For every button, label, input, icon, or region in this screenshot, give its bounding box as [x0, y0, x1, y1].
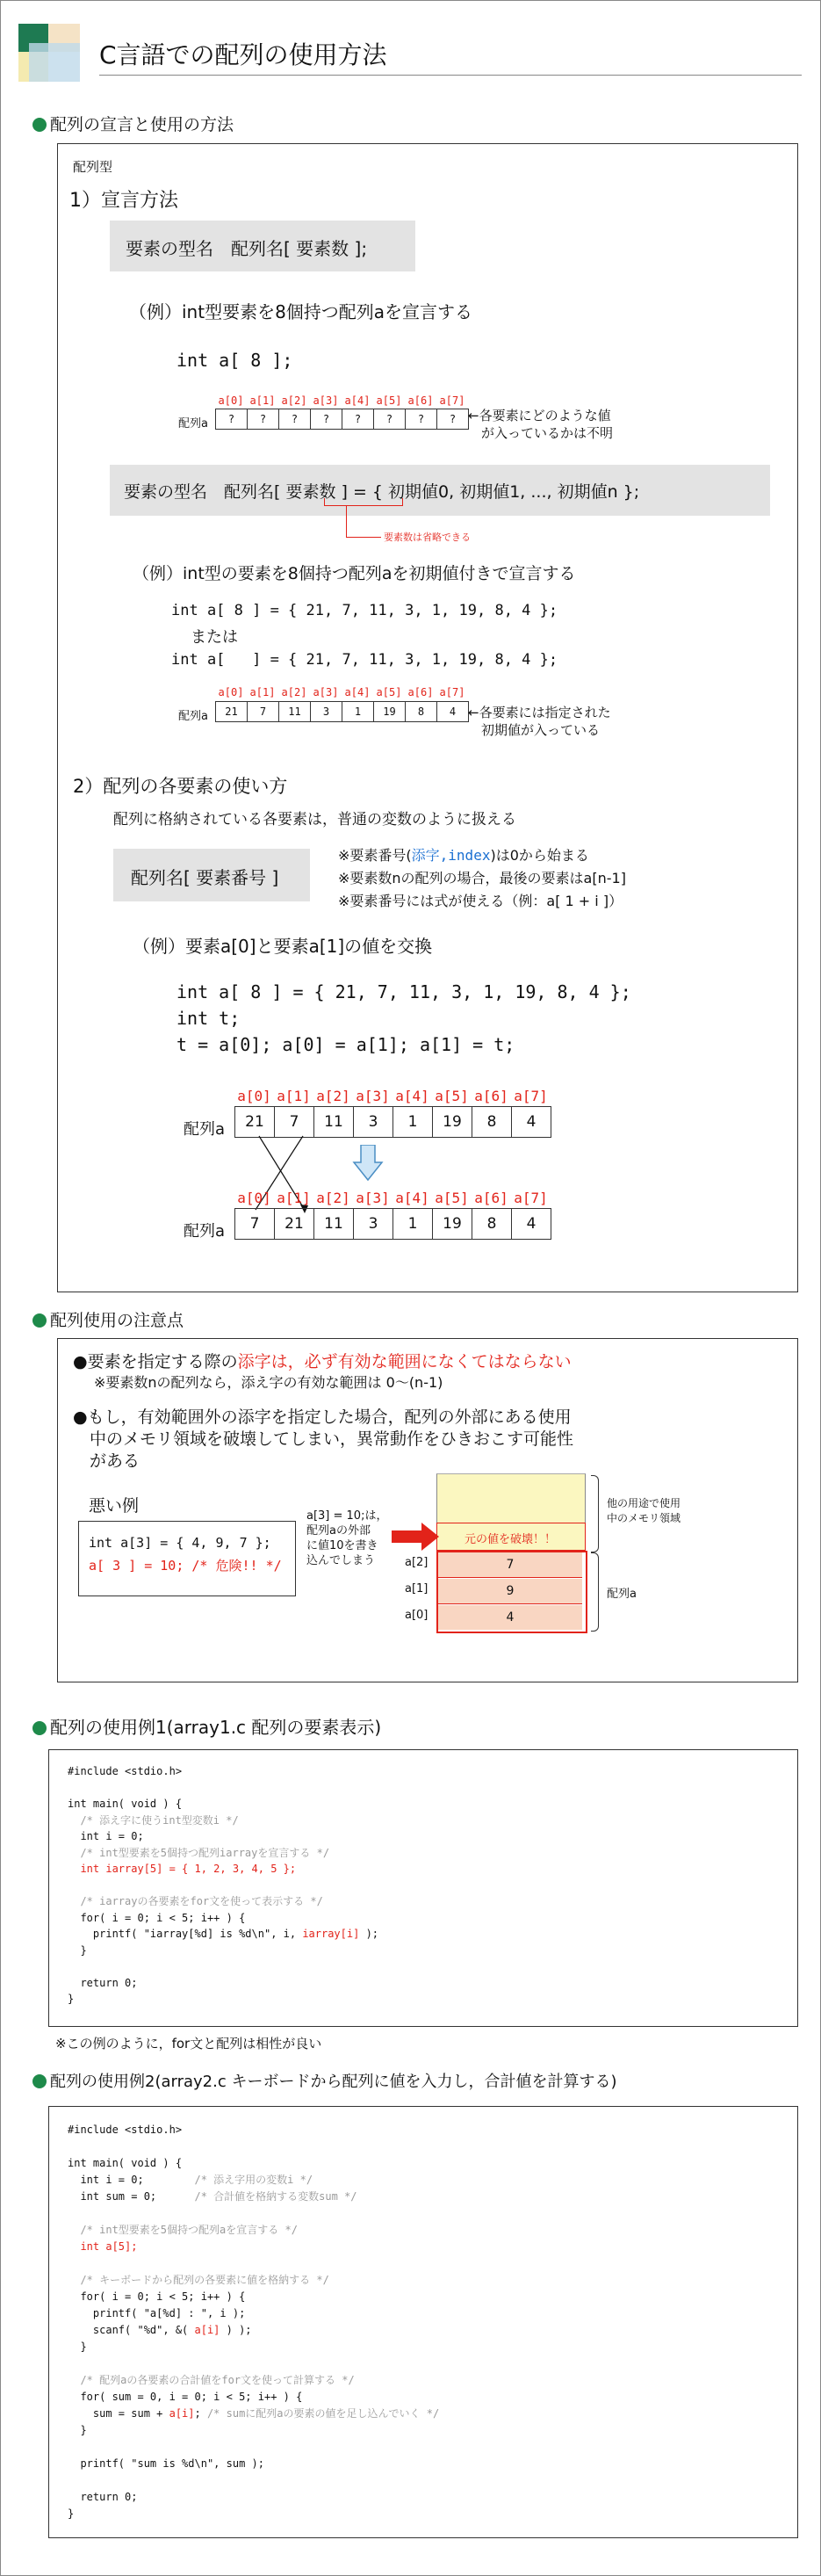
note-expression: ※要素番号には式が使える（例：a[ 1 + i ]）	[338, 893, 623, 909]
index-label: a[4]	[395, 1088, 429, 1104]
code-listing-1: #include <stdio.h> int main( void ) { /* 添え字に使うint型変数i */ int i = 0; /* int型要素を5個持つ配列iarrayを宣言する */ int iarray[5] = { 1, 2, 3, 4, 5 }; /* iarrayの各要素をfor文を使って表示する */ for( i = 0; i < 5; i++ ) { printf( "iarray[%d] is %d\n", i, iarray[i] ); } return 0; }	[68, 1765, 379, 2005]
array-initialized	[215, 701, 469, 722]
index-label: a[5]	[435, 1088, 469, 1104]
index-label: a[2]	[281, 686, 307, 698]
bullet-dot-icon	[32, 118, 47, 132]
array-label-2: 配列a	[178, 710, 208, 723]
caution-1: ●要素を指定する際の添字は，必ず有効な範囲になくてはならない	[73, 1352, 572, 1371]
memory-cell: 9	[438, 1579, 582, 1604]
index-label: a[1]	[249, 394, 276, 407]
index-label: a[0]	[237, 1190, 271, 1206]
array-unknown	[215, 409, 469, 430]
destroyed-text: 元の値を破壊！！	[465, 1533, 557, 1546]
memory-cell: 7	[438, 1552, 582, 1578]
example-3: （例）要素a[0]と要素a[1]の値を交換	[133, 936, 433, 957]
red-arrow-icon	[392, 1523, 441, 1551]
heading-usage: 2）配列の各要素の使い方	[73, 776, 288, 797]
bullet-dot-icon	[32, 2074, 47, 2088]
array-cell: 1	[393, 1209, 433, 1240]
array-label-4: 配列a	[184, 1222, 226, 1241]
index-label: a[1]	[277, 1190, 311, 1206]
index-label: a[1]	[277, 1088, 311, 1104]
array-cell: ?	[342, 409, 374, 430]
index-label: a[5]	[376, 686, 402, 698]
array-cell: 21	[275, 1209, 314, 1240]
array-cell: 19	[374, 702, 406, 722]
index-label: a[3]	[356, 1088, 390, 1104]
index-label: a[7]	[514, 1088, 548, 1104]
code-2a: int a[ 8 ] = { 21, 7, 11, 3, 1, 19, 8, 4 };	[171, 602, 558, 619]
array-cell: ?	[406, 409, 437, 430]
page-title: C言語での配列の使用方法	[99, 40, 387, 69]
array-cell: 11	[314, 1209, 354, 1240]
index-row-1	[215, 394, 468, 407]
index-label: a[3]	[356, 1190, 390, 1206]
example-2: （例）int型の要素を8個持つ配列aを初期値付きで宣言する	[133, 564, 576, 583]
example-1: （例）int型要素を8個持つ配列aを宣言する	[129, 301, 473, 322]
index-row-3	[234, 1088, 551, 1104]
array-cell: 7	[275, 1107, 314, 1138]
array-cell: 1	[342, 702, 374, 722]
section3-heading: 配列の使用例1(array1.c 配列の要素表示)	[32, 1713, 381, 1739]
array-cell: 21	[235, 1107, 275, 1138]
index-label: a[5]	[435, 1190, 469, 1206]
index-label: a[0]	[237, 1088, 271, 1104]
index-label: a[6]	[474, 1190, 508, 1206]
index-label: a[0]	[218, 394, 244, 407]
omit-bracket	[324, 498, 403, 506]
array-cell: 4	[437, 702, 469, 722]
note-unknown: ←各要素にどのような値 が入っているかは不明	[468, 408, 614, 441]
memory-cell-label: a[1]	[405, 1582, 429, 1596]
array-cell: ?	[311, 409, 342, 430]
bullet-dot-icon	[32, 1313, 47, 1328]
index-label: a[6]	[474, 1088, 508, 1104]
array-cell: 19	[433, 1107, 472, 1138]
index-label: a[7]	[439, 394, 465, 407]
heading-declaration: 1）宣言方法	[69, 190, 178, 212]
index-label: a[4]	[344, 686, 371, 698]
code-1: int a[ 8 ];	[176, 350, 293, 371]
or-text: または	[191, 628, 238, 647]
array-cell: 3	[311, 702, 342, 722]
array-cell: 19	[433, 1209, 472, 1240]
index-label: a[4]	[344, 394, 371, 407]
memory-cell: 4	[438, 1605, 582, 1630]
array-cell: 3	[354, 1209, 393, 1240]
bad-code-2: a[ 3 ] = 10; /* 危険!! */	[89, 1558, 282, 1574]
syntax-1: 要素の型名 配列名[ 要素数 ];	[126, 238, 368, 259]
section1-heading: 配列の宣言と使用の方法	[32, 112, 234, 135]
code-3b: int t;	[176, 1008, 241, 1029]
index-label: a[1]	[249, 686, 276, 698]
index-label: a[6]	[407, 686, 434, 698]
array-cell: 1	[393, 1107, 433, 1138]
array-cell: ?	[248, 409, 279, 430]
note-last-element: ※要素数nの配列の場合，最後の要素はa[n-1]	[338, 870, 626, 886]
syntax-2: 要素の型名 配列名[ 要素数 ] = { 初期値0, 初期値1, ..., 初期値n };	[124, 482, 640, 502]
index-label: a[7]	[439, 686, 465, 698]
index-row-4	[234, 1190, 551, 1206]
array-cell: 7	[235, 1209, 275, 1240]
array-label-3: 配列a	[184, 1120, 226, 1139]
logo-icon	[18, 24, 80, 82]
bullet-dot-icon	[32, 1721, 47, 1735]
note-initialized: ←各要素には指定された 初期値が入っている	[468, 705, 611, 738]
array-cell: ?	[216, 409, 248, 430]
array-cell: 8	[472, 1209, 512, 1240]
index-label: a[2]	[281, 394, 307, 407]
memory-cell-label: a[2]	[405, 1556, 429, 1569]
title-underline	[99, 75, 802, 76]
array-label-1: 配列a	[178, 417, 208, 431]
index-label: a[2]	[316, 1088, 350, 1104]
array-after-swap	[234, 1208, 551, 1240]
down-arrow-icon	[352, 1145, 384, 1182]
array-cell: 11	[314, 1107, 354, 1138]
array-cell: 3	[354, 1107, 393, 1138]
note-index-start: ※要素番号(添字,index)は0から始まる	[338, 847, 589, 864]
index-row-2	[215, 686, 468, 698]
section2-heading: 配列使用の注意点	[32, 1307, 184, 1331]
index-label: a[5]	[376, 394, 402, 407]
other-use-label: 他の用途で使用 中のメモリ領域	[607, 1497, 681, 1524]
brace-other	[591, 1475, 599, 1552]
array-cell: 8	[472, 1107, 512, 1138]
caution-2: ●もし，有効範囲外の添字を指定した場合，配列の外部にある使用 中のメモリ領域を破壊してしまい，異常動作をひきおこす可能性 がある	[73, 1407, 574, 1471]
brace-array	[591, 1552, 599, 1632]
section4-heading: 配列の使用例2(array2.c キーボードから配列に値を入力し，合計値を計算する)	[32, 2069, 616, 2092]
array-cell: 4	[512, 1209, 551, 1240]
code-2b: int a[ ] = { 21, 7, 11, 3, 1, 19, 8, 4 };	[171, 651, 558, 669]
array-cell: 4	[512, 1107, 551, 1138]
memory-array-block	[436, 1551, 587, 1633]
overflow-explain: a[3] = 10;は， 配列aの外部 に値10を書き 込んでしまう	[306, 1509, 388, 1567]
index-label: a[0]	[218, 686, 244, 698]
bad-example-label: 悪い例	[89, 1496, 140, 1516]
usage-desc: 配列に格納されている各要素は，普通の変数のように扱える	[113, 811, 516, 829]
array-a-mem-label: 配列a	[607, 1588, 637, 1601]
array-before-swap	[234, 1106, 551, 1138]
omit-line	[346, 505, 347, 537]
array-cell: 11	[279, 702, 311, 722]
array-cell: 21	[216, 702, 248, 722]
index-label: a[6]	[407, 394, 434, 407]
code-3c: t = a[0]; a[0] = a[1]; a[1] = t;	[176, 1034, 515, 1055]
index-label: a[7]	[514, 1190, 548, 1206]
array-cell: ?	[374, 409, 406, 430]
array-cell: 8	[406, 702, 437, 722]
caution-1-sub: ※要素数nの配列なら，添え字の有効な範囲は 0〜(n-1)	[94, 1374, 443, 1391]
array-cell: ?	[279, 409, 311, 430]
memory-cell-label: a[0]	[405, 1609, 429, 1622]
section1-label: 配列型	[73, 159, 113, 175]
omit-note: 要素数は省略できる	[384, 532, 471, 543]
syntax-3: 配列名[ 要素番号 ]	[131, 867, 279, 888]
array-cell: ?	[437, 409, 469, 430]
index-label: a[4]	[395, 1190, 429, 1206]
index-label: a[3]	[313, 686, 339, 698]
index-label: a[3]	[313, 394, 339, 407]
code-listing-2: #include <stdio.h> int main( void ) { int i = 0; /* 添え字用の変数i */ int sum = 0; /* 合計値を格納する変数sum */ /* int型要素を5個持つ配列aを宣言する */ int a[5]; /* キーボードから配列の各要素に値を格納する */ for( i = 0; i < 5; i++ ) { printf( "a[%d] : ", i ); scanf( "%d", &( a[i] ) ); } /* 配列aの各要素の合計値をfor文を使って計算する */ for( sum = 0, i = 0; i < 5; i++ ) { sum = sum + a[i]; /* sumに配列aの要素の値を足し込んでいく */ } printf( "sum is %d\n", sum ); return 0; }	[68, 2124, 440, 2520]
code1-note: ※この例のように，for文と配列は相性が良い	[55, 2036, 322, 2051]
bad-code-1: int a[3] = { 4, 9, 7 };	[89, 1535, 271, 1551]
index-label: a[2]	[316, 1190, 350, 1206]
omit-line-h	[346, 537, 381, 538]
array-cell: 7	[248, 702, 279, 722]
code-3a: int a[ 8 ] = { 21, 7, 11, 3, 1, 19, 8, 4 };	[176, 981, 631, 1002]
